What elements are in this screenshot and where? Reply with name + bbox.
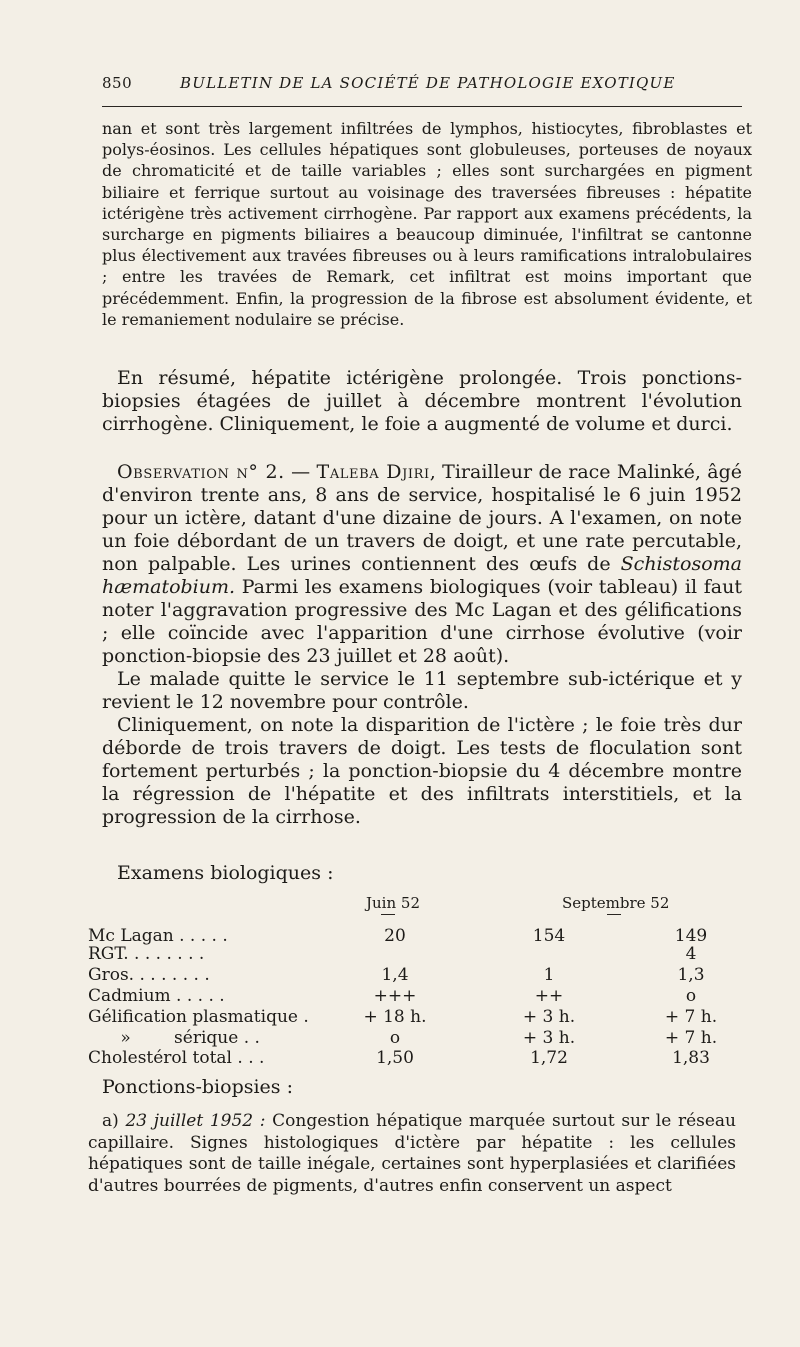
species-name: Schistosoma hæmatobium. (102, 553, 742, 598)
intro-paragraph-block (102, 118, 752, 330)
biopsy-text: Congestion hépatique marquée surtout sur le réseau capillaire. Signes histologiques d'ictère par hépatite : les cellules hépatiques sont de taille inégale, certaines sont hyperplasiées et clarifiées d'autres bourrées de pigments, d'autres enfin conservent un aspect (88, 1111, 737, 1196)
cell-value: 1,4 (381, 965, 409, 985)
cell-value: 1,3 (677, 965, 705, 985)
cell-value: 1,72 (530, 1048, 568, 1068)
cell-value: 20 (384, 926, 406, 946)
biopsy-item-label: a) (102, 1111, 126, 1131)
observation-text-2: Parmi les examens biologiques (voir tableau) il faut noter l'aggravation progressive des Mc Lagan et des gélifications ; elle coïncide avec l'apparition d'une cirrhose évolutive (voir ponction-biopsie des 23 juillet et 28 août). (102, 576, 742, 667)
observation-text-1: , Tirailleur de race Malinké, âgé d'environ trente ans, 8 ans de service, hospitalisé le 6 juin 1952 pour un ictère, datant d'une dizaine de jours. A l'examen, on note un foie débordant de un travers de doigt, et une rate percutable, non palpable. Les urines contiennent des œufs de (102, 461, 742, 575)
cell-value: 154 (532, 926, 566, 946)
row-label: Cholestérol total . . . (88, 1048, 265, 1068)
summary-paragraph: En résumé, hépatite ictérigène prolongée. Trois ponctions-biopsies étagées de juillet à décembre montrent l'évolution cirrhogène. Cliniquement, le foie a augmenté de volume et durci. (102, 367, 742, 435)
observation-block (102, 461, 742, 829)
summary-block (102, 367, 742, 436)
cell-value: o (389, 1028, 401, 1048)
exams-title: Examens biologiques : (117, 862, 334, 884)
cell-value: + 7 h. (664, 1007, 718, 1027)
clinical-paragraph: Cliniquement, on note la disparition de l'ictère ; le foie très dur déborde de trois travers de doigt. Les tests de floculation sont fortement perturbés ; la ponction-biopsie du 4 décembre montre la régression de l'hépatite et des infiltrats interstitiels, et la progression de la cirrhose. (102, 714, 742, 828)
cell-value: +++ (373, 986, 417, 1006)
cell-value: + 7 h. (664, 1028, 718, 1048)
cell-value: + 18 h. (363, 1007, 427, 1027)
row-label: Cadmium . . . . . (88, 986, 225, 1006)
cell-value: + 3 h. (522, 1007, 576, 1027)
cell-value: 1,83 (672, 1048, 710, 1068)
intro-paragraph: nan et sont très largement infiltrées de lymphos, histiocytes, fibroblastes et polys-éosinos. Les cellules hépatiques sont globuleuses, porteuses de noyaux de chromaticité et de taille variables ; elles sont surchargées en pigment biliaire et ferrique surtout au voisinage des traversées fibreuses : hépatite ictérigène très activement cirrhogène. Par rapport aux examens précédents, la surcharge en pigments biliaires a beaucoup diminuée, l'infiltrat se cantonne plus électivement aux travées fibreuses ou à leurs ramifications intralobulaires ; entre les travées de Remark, cet infiltrat est moins important que précédemment. Enfin, la progression de la fibrose est absolument évidente, et le remaniement nodulaire se précise. (102, 119, 752, 329)
row-label: » sérique . . (88, 1028, 260, 1048)
column-dash-september (607, 914, 621, 915)
column-header-september: Septembre 52 (562, 894, 670, 912)
row-label: Gélification plasmatique . (88, 1007, 309, 1027)
page-number: 850 (102, 74, 133, 92)
running-title: BULLETIN DE LA SOCIÉTÉ DE PATHOLOGIE EXOTIQUE (180, 74, 676, 92)
observation-label: Observation n° 2. (117, 461, 285, 483)
cell-value: o (685, 986, 697, 1006)
row-label: RGT. . . . . . . . (88, 944, 205, 964)
biopsy-paragraph (88, 1111, 736, 1197)
observation-paragraph (102, 461, 742, 668)
cell-value: ++ (534, 986, 564, 1006)
biopsy-block (88, 1111, 736, 1197)
cell-value: 4 (685, 944, 697, 964)
page-header (102, 74, 742, 98)
observation-dash: — (284, 461, 317, 483)
row-label: Gros. . . . . . . . (88, 965, 210, 985)
cell-value: 149 (674, 926, 708, 946)
patient-name: Taleba Djiri (316, 461, 430, 483)
column-dash-june (381, 914, 395, 915)
return-paragraph: Le malade quitte le service le 11 septembre sub-ictérique et y revient le 12 novembre pour contrôle. (102, 668, 742, 713)
biopsies-title: Ponctions-biopsies : (102, 1076, 293, 1098)
exams-table (88, 888, 748, 1068)
cell-value: 1 (543, 965, 555, 985)
biopsy-date: 23 juillet 1952 : (125, 1111, 266, 1131)
header-rule (102, 106, 742, 107)
cell-value: + 3 h. (522, 1028, 576, 1048)
cell-value: 1,50 (376, 1048, 414, 1068)
row-label: Mc Lagan . . . . . (88, 926, 228, 946)
column-header-june: Juin 52 (366, 894, 420, 912)
